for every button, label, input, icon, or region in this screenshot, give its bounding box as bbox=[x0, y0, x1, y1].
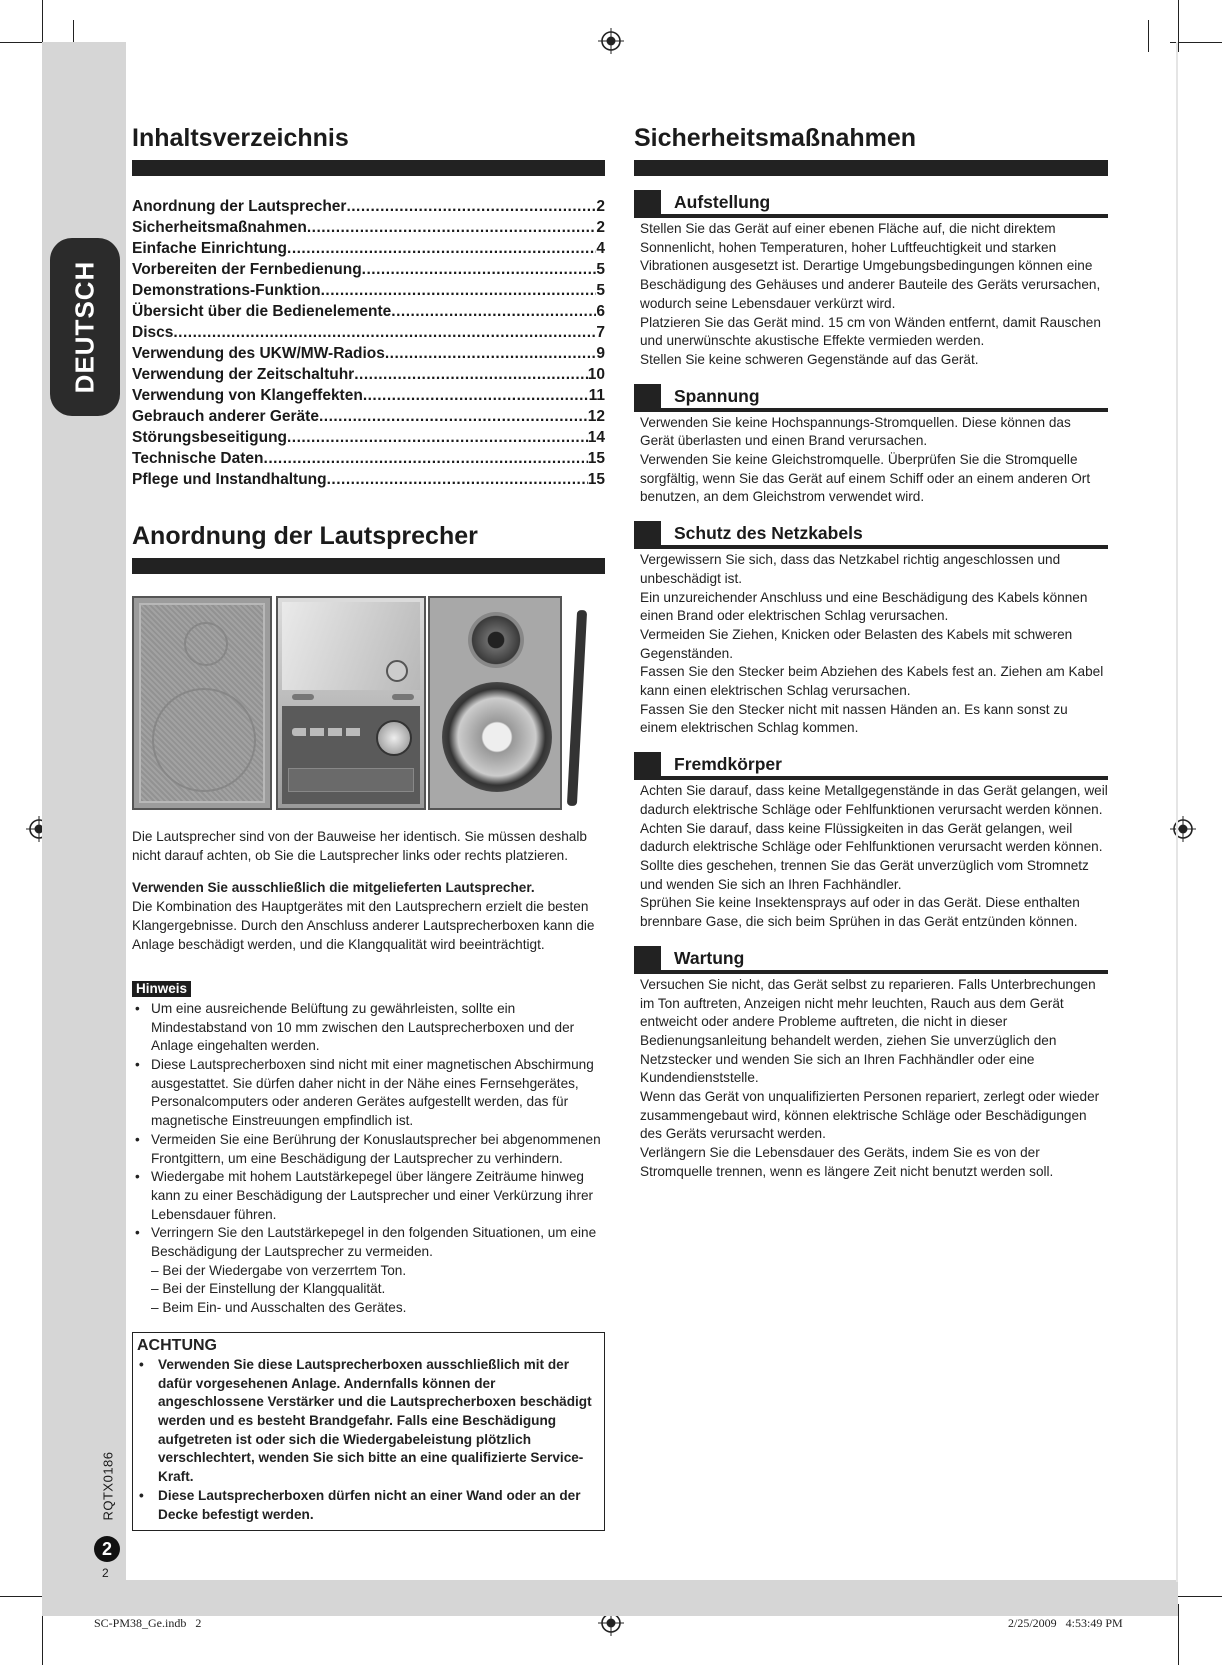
achtung-title: ACHTUNG bbox=[137, 1336, 217, 1354]
toc-leader bbox=[391, 301, 596, 322]
toc-leader bbox=[264, 448, 588, 469]
toc-entry-title: Demonstrations-Funktion bbox=[132, 282, 321, 299]
heading-block bbox=[634, 521, 661, 545]
toc-entry-page: 5 bbox=[596, 282, 605, 299]
toc-entry bbox=[132, 322, 605, 343]
title-bar bbox=[634, 160, 1108, 176]
section-body: Versuchen Sie nicht, das Gerät selbst zu reparieren. Falls Unterbrechungen im Ton auftreten, Anzeigen nicht mehr leuchten, Rauch aus dem Gerät entweicht oder andere Probleme auftreten, die nicht in dieser Bedienungsanleitung behandelt werden, ziehen Sie unverzüglich den Netzstecker und wenden Sie sich an Ihren Fachhändler oder eine Kundendienststelle. Wenn das Gerät von unqualifizierten Personen repariert, zerlegt oder wieder zusammengebaut wird, können elektrische Schläge oder Beschädigungen des Geräts verursacht werden. Verlängern Sie die Lebensdauer des Geräts, indem Sie es von der Stromquelle trennen, wenn es längere Zeit nicht benutzt werden soll. bbox=[640, 976, 1100, 1179]
toc-entry bbox=[132, 427, 605, 448]
speakers-warning-bold: Verwenden Sie ausschließlich die mitgelieferten Lautsprecher. bbox=[132, 880, 535, 896]
toc-entry-title: Anordnung der Lautsprecher bbox=[132, 198, 347, 215]
toc-entry-page: 6 bbox=[596, 303, 605, 320]
left-column bbox=[132, 124, 605, 1531]
section-body: Verwenden Sie keine Hochspannungs-Stromquellen. Diese können das Gerät überlasten und einen Brand verursachen. Verwenden Sie keine Gleichstromquelle. Überprüfen Sie die Stromquelle sorgfältig, wenn Sie das Gerät auf einem Schiff oder an einem anderen Ort benutzen, an dem Gleichstrom verwendet wird. bbox=[640, 414, 1091, 505]
crop-mark bbox=[1148, 20, 1149, 52]
situation-item: – Beim Ein- und Ausschalten des Gerätes. bbox=[151, 1300, 407, 1316]
toc-entry-title: Sicherheitsmaßnahmen bbox=[132, 219, 307, 236]
language-tab bbox=[50, 238, 120, 416]
heading-rule bbox=[634, 970, 1108, 974]
toc-entry-page: 5 bbox=[596, 261, 605, 278]
hinweis-list bbox=[132, 1000, 605, 1262]
toc-entry-page: 4 bbox=[596, 240, 605, 257]
toc-title: Inhaltsverzeichnis bbox=[132, 124, 349, 152]
button-row bbox=[392, 694, 414, 700]
crop-mark bbox=[1178, 1604, 1179, 1665]
section-heading-label: Aufstellung bbox=[674, 192, 771, 212]
toc-leader bbox=[173, 322, 596, 343]
situation-item: – Bei der Einstellung der Klangqualität. bbox=[151, 1281, 386, 1297]
toc-entry-page: 12 bbox=[587, 408, 605, 425]
volume-knob bbox=[376, 720, 412, 756]
achtung-box bbox=[132, 1332, 605, 1531]
situations-list bbox=[132, 1262, 605, 1318]
achtung-item: • Verwenden Sie diese Lautsprecherboxen ausschließlich mit der dafür vorgesehenen Anlage. Andernfalls können der angeschlossene Verstärker und die Lautsprecherboxen beschädigt werden und es besteht Brandgefahr. Falls eine Beschädigung aufgetreten ist oder sich die Wiedergabeleistung plötzlich verschlechtert, wenden Sie sich bitte an eine qualifizierte Service-Kraft. bbox=[137, 1356, 600, 1487]
toc-leader bbox=[385, 343, 597, 364]
tweeter-outline bbox=[184, 622, 228, 666]
toc-leader bbox=[321, 280, 597, 301]
heading-block bbox=[634, 190, 661, 214]
toc-leader bbox=[354, 364, 588, 385]
toc-entry-page: 2 bbox=[596, 198, 605, 215]
page-number-small: 2 bbox=[102, 1566, 109, 1580]
toc-entry-title: Störungsbeseitigung bbox=[132, 429, 287, 446]
toc-entry-title: Gebrauch anderer Geräte bbox=[132, 408, 319, 425]
hinweis-block bbox=[132, 980, 605, 1318]
main-unit bbox=[276, 596, 426, 810]
table-of-contents bbox=[132, 196, 605, 490]
heading-block bbox=[634, 384, 661, 408]
heading-block bbox=[634, 752, 661, 776]
toc-entry bbox=[132, 196, 605, 217]
toc-entry bbox=[132, 364, 605, 385]
toc-entry bbox=[132, 406, 605, 427]
toc-entry-title: Technische Daten bbox=[132, 450, 264, 467]
woofer-outline bbox=[152, 688, 256, 792]
toc-entry-title: Verwendung des UKW/MW-Radios bbox=[132, 345, 385, 362]
speakers-intro: Die Lautsprecher sind von der Bauweise her identisch. Sie müssen deshalb nicht darauf achten, ob Sie die Lautsprecher links oder rechts platzieren. bbox=[132, 829, 587, 863]
toc-entry-page: 15 bbox=[587, 450, 605, 467]
hinweis-item: • Um eine ausreichende Belüftung zu gewährleisten, sollte ein Mindestabstand von 10 mm zwischen den Lautsprecherboxen und der Anlage eingehalten werden. bbox=[132, 1000, 605, 1056]
tweeter bbox=[468, 612, 524, 668]
detached-grille bbox=[567, 610, 587, 806]
achtung-item: • Diese Lautsprecherboxen dürfen nicht an einer Wand oder an der Decke befestigt werden. bbox=[137, 1487, 600, 1524]
title-bar bbox=[132, 160, 605, 176]
toc-leader bbox=[307, 217, 597, 238]
toc-leader bbox=[346, 196, 596, 217]
toc-entry-page: 2 bbox=[596, 219, 605, 236]
title-bar bbox=[132, 558, 605, 574]
achtung-list bbox=[137, 1356, 600, 1524]
section-body: Stellen Sie das Gerät auf einer ebenen Fläche auf, die nicht direktem Sonnenlicht, hohen Temperaturen, hoher Luftfeuchtigkeit und starken Vibrationen ausgesetzt ist. Derartige Umgebungsbedingungen können eine Beschädigung des Gehäuses und anderer Bauteile des Geräts verursachen, wodurch seine Lebensdauer verkürzt wird. Platzieren Sie das Gerät mind. 15 cm von Wänden entfernt, damit Rauschen und unerwünschte akustische Effekte vermieden werden. Stellen Sie keine schweren Gegenstände auf das Gerät. bbox=[640, 221, 1101, 367]
toc-entry bbox=[132, 385, 605, 406]
section-heading bbox=[634, 946, 1108, 970]
toc-entry-page: 11 bbox=[588, 387, 605, 404]
page-right-edge bbox=[1176, 42, 1178, 1582]
section-heading bbox=[634, 752, 1108, 776]
registration-mark-icon bbox=[1170, 816, 1196, 842]
toc-entry bbox=[132, 217, 605, 238]
language-tab-label: DEUTSCH bbox=[69, 260, 100, 394]
safety-sections bbox=[634, 190, 1108, 1182]
button-row bbox=[292, 694, 314, 700]
speaker-system-illustration bbox=[132, 596, 605, 810]
hinweis-label: Hinweis bbox=[132, 981, 191, 997]
toc-entry-title: Pflege und Instandhaltung bbox=[132, 471, 327, 488]
heading-block bbox=[634, 946, 661, 970]
hinweis-item: • Verringern Sie den Lautstärkepegel in den folgenden Situationen, um eine Beschädigung der Lautsprecher zu vermeiden. bbox=[132, 1224, 605, 1261]
section-heading-label: Fremdkörper bbox=[674, 754, 782, 775]
speakers-usage-text: Die Kombination des Hauptgerätes mit den Lautsprechern erzielt die besten Klangergebnisse. Durch den Anschluss anderer Lautsprecherboxen kann die Anlage beschädigt werden, und die Klangqualität wird beeinträchtigt. bbox=[132, 899, 595, 952]
toc-leader bbox=[327, 469, 588, 490]
toc-entry-title: Verwendung der Zeitschaltuhr bbox=[132, 366, 355, 383]
section-body: Achten Sie darauf, dass keine Metallgegenstände in das Gerät gelangen, weil dadurch elektrische Schläge oder Fehlfunktionen verursacht werden können. Achten Sie darauf, dass keine Flüssigkeiten in das Gerät gelangen, weil dadurch elektrische Schläge oder Fehlfunktionen verursacht werden können. Sollte dies geschehen, trennen Sie das Gerät unverzüglich vom Stromnetz und wenden Sie sich an Ihren Fachhändler. Sprühen Sie keine Insektensprays auf oder in das Gerät. Diese enthalten brennbare Gase, die sich beim Sprühen in das Gerät entzünden können. bbox=[640, 783, 1108, 930]
toc-entry-title: Verwendung von Klangeffekten bbox=[132, 387, 363, 404]
toc-entry bbox=[132, 280, 605, 301]
toc-entry-page: 15 bbox=[587, 471, 605, 488]
control-buttons bbox=[292, 728, 364, 736]
speaker-with-grille bbox=[132, 596, 272, 810]
heading-rule bbox=[634, 776, 1108, 780]
toc-entry-title: Vorbereiten der Fernbedienung bbox=[132, 261, 362, 278]
toc-entry-page: 9 bbox=[596, 345, 605, 362]
section-heading-label: Schutz des Netzkabels bbox=[674, 523, 863, 544]
hinweis-item: • Vermeiden Sie eine Berührung der Konuslautsprecher bei abgenommenen Frontgittern, um eine Beschädigung der Lautsprecher zu verhindern. bbox=[132, 1131, 605, 1168]
heading-rule bbox=[634, 214, 1108, 218]
toc-leader bbox=[363, 385, 589, 406]
toc-leader bbox=[287, 427, 588, 448]
section-heading-label: Wartung bbox=[674, 947, 745, 968]
speaker-without-grille bbox=[428, 596, 562, 810]
toc-leader bbox=[287, 238, 596, 259]
heading-rule bbox=[634, 545, 1108, 549]
situation-item: – Bei der Wiedergabe von verzerrtem Ton. bbox=[151, 1262, 407, 1278]
section-heading bbox=[634, 190, 1108, 214]
section-heading bbox=[634, 384, 1108, 408]
safety-title: Sicherheitsmaßnahmen bbox=[634, 124, 917, 152]
woofer bbox=[442, 682, 552, 792]
section-heading-label: Spannung bbox=[674, 385, 760, 406]
toc-entry bbox=[132, 259, 605, 280]
hinweis-item: • Diese Lautsprecherboxen sind nicht mit einer magnetischen Abschirmung ausgestattet. Sie dürfen daher nicht in der Nähe eines Fernsehgerätes, Personalcomputers oder anderen Gerätes aufgestellt werden, das für magnetische Einstreuungen empfindlich ist. bbox=[132, 1056, 605, 1131]
toc-entry-page: 10 bbox=[587, 366, 605, 383]
footer-timestamp: 2/25/2009 4:53:49 PM bbox=[1008, 1616, 1123, 1630]
right-column bbox=[634, 124, 1108, 1182]
crop-mark bbox=[1178, 0, 1179, 52]
speakers-usage bbox=[132, 879, 605, 954]
toc-entry-page: 7 bbox=[596, 324, 605, 341]
toc-entry bbox=[132, 238, 605, 259]
toc-entry bbox=[132, 469, 605, 490]
eject-knob bbox=[386, 660, 408, 682]
speakers-title: Anordnung der Lautsprecher bbox=[132, 522, 478, 550]
section-heading bbox=[634, 521, 1108, 545]
toc-leader bbox=[319, 406, 588, 427]
toc-entry bbox=[132, 343, 605, 364]
hinweis-item: • Wiedergabe mit hohem Lautstärkepegel über längere Zeiträume hinweg kann zu einer Beschädigung der Lautsprecher und einer Verkürzung ihrer Lebensdauer führen. bbox=[132, 1168, 605, 1224]
toc-leader bbox=[362, 259, 597, 280]
tape-slot bbox=[288, 768, 414, 792]
toc-entry-title: Discs bbox=[132, 324, 174, 341]
document-code: RQTX0186 bbox=[100, 1451, 116, 1521]
section-body: Vergewissern Sie sich, dass das Netzkabel richtig angeschlossen und unbeschädigt ist. Ein unzureichender Anschluss und eine Beschädigung des Kabels können einen Brand oder elektrischen Schlag verursachen. Vermeiden Sie Ziehen, Knicken oder Belasten des Kabels mit schweren Gegenständen. Fassen Sie den Stecker beim Abziehen des Kabels fest an. Ziehen am Kabel kann einen elektrischen Schlag verursachen. Fassen Sie den Stecker nicht mit nassen Händen an. Es kann sonst zu einem elektrischen Schlag kommen. bbox=[640, 552, 1104, 736]
toc-entry-page: 14 bbox=[587, 429, 605, 446]
page-bottom-strip bbox=[42, 1580, 1178, 1616]
toc-entry-title: Übersicht über die Bedienelemente bbox=[132, 303, 392, 320]
page-number: 2 bbox=[94, 1536, 120, 1562]
toc-entry-title: Einfache Einrichtung bbox=[132, 240, 288, 257]
toc-entry bbox=[132, 448, 605, 469]
heading-rule bbox=[634, 408, 1108, 412]
registration-mark-icon bbox=[598, 28, 624, 54]
footer-file: SC-PM38_Ge.indb 2 bbox=[94, 1616, 202, 1630]
toc-entry bbox=[132, 301, 605, 322]
